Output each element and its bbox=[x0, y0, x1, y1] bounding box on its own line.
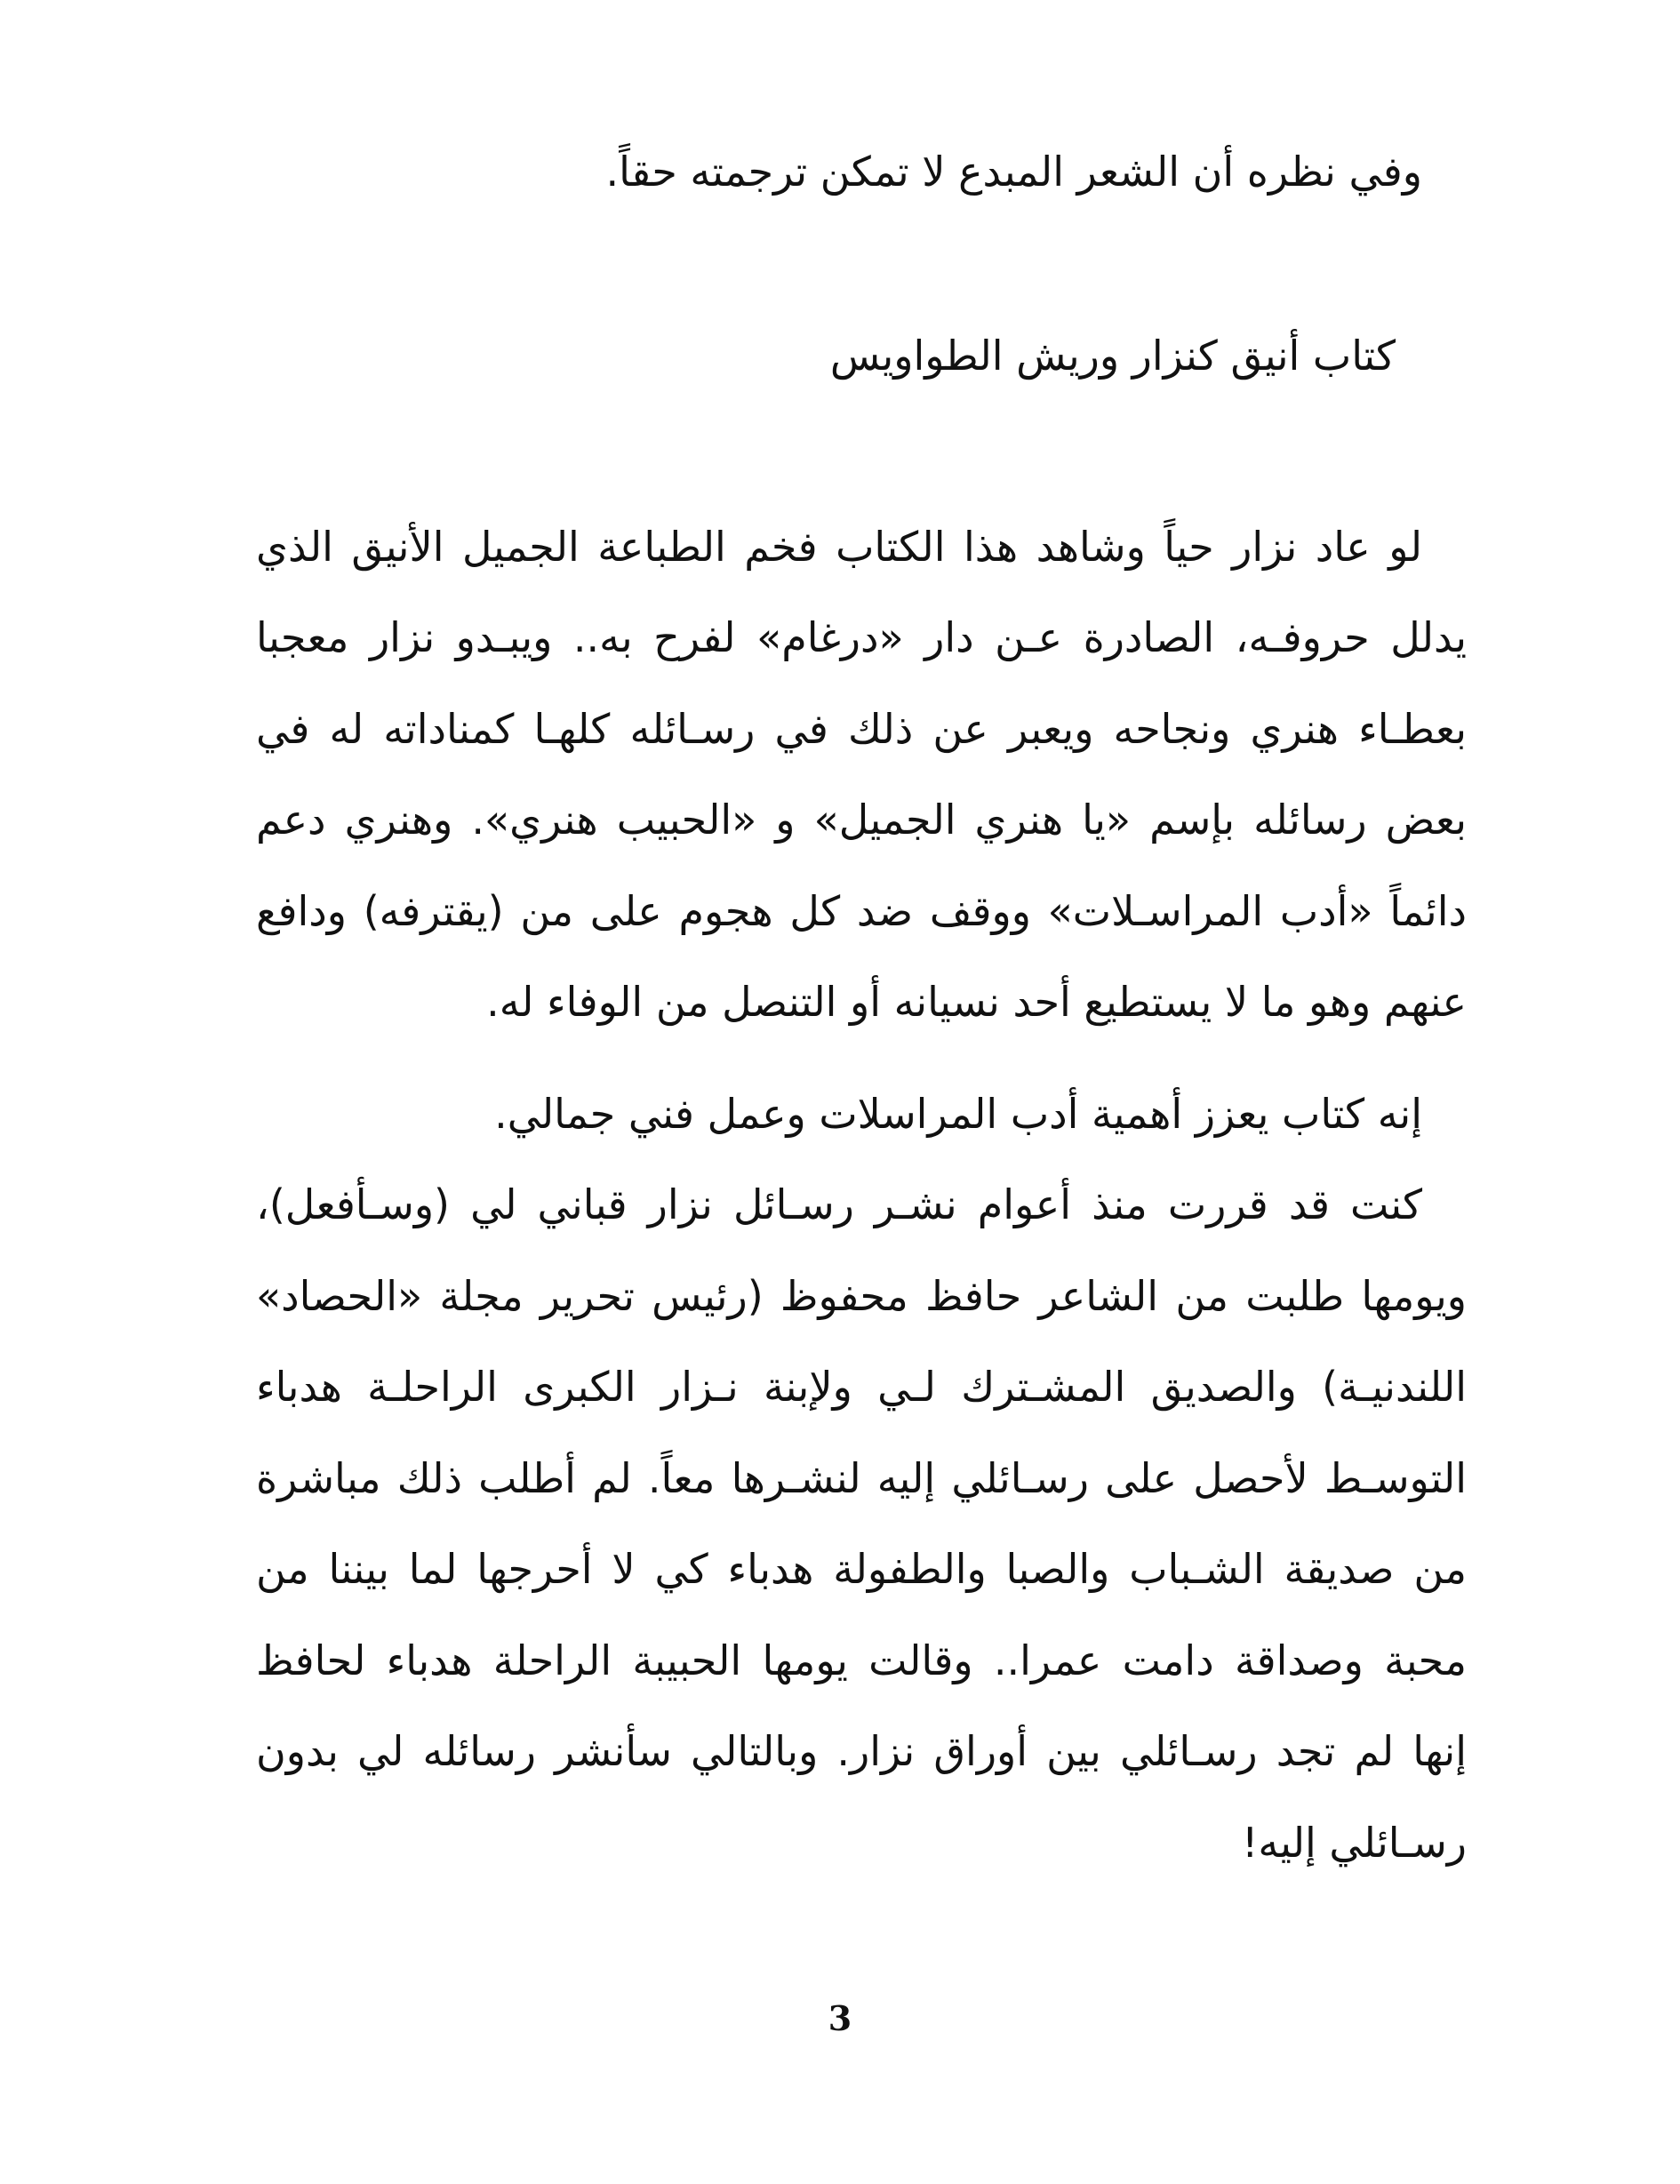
paragraph-3-line: إنها لم تجد رسـائلي بين أوراق نزار. وبالتالي سأنشر رسائله لي بدون bbox=[256, 1727, 1467, 1775]
paragraph-3-line: رسـائلي إليه! bbox=[1241, 1819, 1467, 1867]
paragraph-1-line: دائماً «أدب المراسـلات» ووقف ضد كل هجوم على من (يقترفه) ودافع bbox=[256, 887, 1467, 935]
paragraph-1-line: لو عاد نزار حياً وشاهد هذا الكتاب فخم الطباعة الجميل الأنيق الذي bbox=[256, 523, 1422, 571]
paragraph-3-line: التوسـط لأحصل على رسـائلي إليه لنشـرها معاً. لم أطلب ذلك مباشرة bbox=[256, 1454, 1467, 1502]
paragraph-1-line: بعطـاء هنري ونجاحه ويعبر عن ذلك في رسـائله كلهـا كمناداته له في bbox=[256, 705, 1467, 753]
section-heading: كتاب أنيق كنزار وريش الطواويس bbox=[829, 332, 1396, 380]
page-number: 3 bbox=[828, 1998, 852, 2038]
paragraph-2: إنه كتاب يعزز أهمية أدب المراسلات وعمل فني جمالي. bbox=[494, 1090, 1422, 1138]
paragraph-1-line: بعض رسائله بإسم «يا هنري الجميل» و «الحبيب هنري». وهنري دعم bbox=[256, 796, 1467, 844]
paragraph-1-line: يدلل حروفـه، الصادرة عـن دار «درغام» لفرح به.. ويبـدو نزار معجبا bbox=[256, 613, 1467, 661]
paragraph-3-line: ويومها طلبت من الشاعر حافظ محفوظ (رئيس تحرير مجلة «الحصاد» bbox=[256, 1272, 1467, 1320]
paragraph-3-line: من صديقة الشـباب والصبا والطفولة هدباء كي لا أحرجها لما بيننا من bbox=[256, 1545, 1467, 1593]
paragraph-1-line: عنهم وهو ما لا يستطيع أحد نسيانه أو التنصل من الوفاء له. bbox=[486, 978, 1467, 1026]
paragraph-3-line: محبة وصداقة دامت عمرا.. وقالت يومها الحبيبة الراحلة هدباء لحافظ bbox=[256, 1636, 1467, 1684]
opening-line: وفي نظره أن الشعر المبدع لا تمكن ترجمته حقاً. bbox=[605, 148, 1422, 196]
paragraph-3-line: اللندنيـة) والصديق المشـترك لـي ولإبنة نـزار الكبرى الراحلـة هدباء bbox=[256, 1363, 1467, 1411]
paragraph-3-line: كنت قد قررت منذ أعوام نشـر رسـائل نزار قباني لي (وسـأفعل)، bbox=[256, 1180, 1422, 1228]
